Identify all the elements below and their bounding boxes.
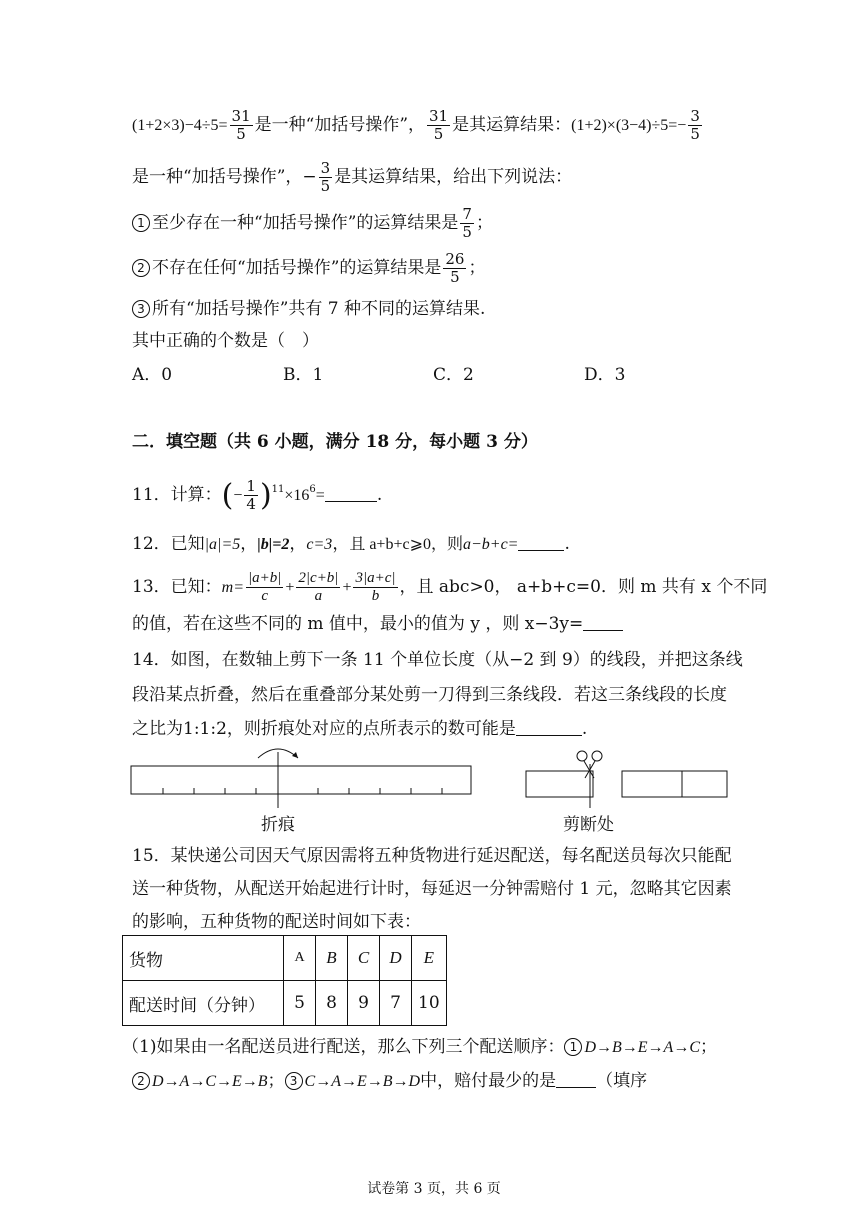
question-prompt: 其中正确的个数是（ ） [132, 331, 319, 351]
strip-cut-right [622, 771, 727, 797]
q15-line-3: 的影响，五种货物的配送时间如下表： [132, 912, 421, 932]
label-fold: 折痕 [261, 815, 295, 835]
statement-2: 2 不存在任何“加括号操作”的运算结果是 $\frac{26}{5}$ ； [132, 251, 485, 286]
statement-1: 1 至少存在一种“加括号操作”的运算结果是 $\frac{7}{5}$ ； [132, 206, 493, 241]
fraction-term-3: $\frac{3|a+c|}{b}$ [355, 570, 396, 604]
order-3: C→A→E→B→D [304, 1073, 421, 1090]
answer-blank[interactable] [518, 534, 564, 551]
number-line-figure [0, 740, 868, 840]
q15-line-2: 送一种货物，从配送开始起进行计时，每延迟一分钟需赔付 1 元，忽略其它因素 [132, 879, 732, 899]
fraction-31-5: $\frac{31}{5}$ [231, 107, 251, 143]
table-cell: 5 [284, 981, 316, 1026]
table-cell: A [284, 936, 316, 981]
table-cell: 7 [380, 981, 412, 1026]
fraction-term-2: $\frac{2|c+b|}{a}$ [298, 570, 339, 604]
intro-line-2: 是一种“加括号操作”，− $\frac{3}{5}$ 是其运算结果，给出下列说法： [132, 159, 573, 195]
fraction-3-5: $\frac{3}{5}$ [690, 107, 700, 143]
answer-blank[interactable] [583, 614, 623, 631]
expr-1: (1+2×3)−4÷5= [132, 117, 228, 134]
intro-line-1: (1+2×3)−4÷5= $\frac{31}{5}$ 是一种“加括号操作”， $\frac{31}{5}$ 是其运算结果：(1+2)×(3−4)÷5=− $\frac{3}{5}$ [132, 107, 700, 143]
fraction-26-5: $\frac{26}{5}$ [445, 250, 465, 286]
q15-sub1-line-2: 2 D→A→C→E→B； 3 C→A→E→B→D中，赔付最少的是 （填序 [132, 1069, 647, 1094]
q14-line-1: 14．如图，在数轴上剪下一条 11 个单位长度（从−2 到 9）的线段，并把这条线 [132, 650, 743, 670]
answer-blank[interactable] [516, 719, 582, 736]
strip-cut-left [526, 771, 593, 797]
table-cell: C [348, 936, 380, 981]
delivery-table [122, 935, 447, 1026]
fraction-31-5-b: $\frac{31}{5}$ [429, 107, 449, 143]
table-cell: B [316, 936, 348, 981]
page-footer: 试卷第 3 页，共 6 页 [367, 1181, 501, 1197]
label-cut: 剪断处 [563, 815, 614, 835]
option-a: A．0 [132, 365, 173, 385]
circled-number: 1 [132, 214, 150, 232]
q13: 13．已知：m= $\frac{|a+b|}{c}$ + $\frac{2|c+b|}{a}$ + $\frac{3|a+c|}{b}$ ，且 abc>0， a+b+c=0．则 m 共有 x 个不同 [132, 570, 768, 604]
tick-marks [163, 788, 442, 794]
answer-blank[interactable] [325, 485, 377, 502]
option-c: C．2 [433, 365, 474, 385]
circled-number: 3 [132, 300, 150, 318]
table-row-label: 配送时间（分钟） [123, 981, 284, 1026]
q14-line-2: 段沿某点折叠，然后在重叠部分某处剪一刀得到三条线段．若这三条线段的长度 [132, 685, 727, 705]
table-cell: 10 [412, 981, 447, 1026]
statement-3: 3 所有“加括号操作”共有 7 种不同的运算结果. [132, 297, 485, 321]
table-cell: 9 [348, 981, 380, 1026]
section-heading: 二．填空题（共 6 小题，满分 18 分，每小题 3 分） [132, 432, 538, 452]
q14-line-3: 之比为1:1:2，则折痕处对应的点所表示的数可能是 . [132, 719, 588, 739]
table-cell: 8 [316, 981, 348, 1026]
q12: 12．已知|a|=5，|b|=2，c=3，且 a+b+c⩾0，则a−b+c= . [132, 534, 570, 554]
strip-left [131, 766, 471, 794]
circled-number: 2 [132, 259, 150, 277]
q13-line-2: 的值，若在这些不同的 m 值中，最小的值为 y ，则 x−3y= [132, 612, 623, 636]
expr-2: (1+2)×(3−4)÷5=− [571, 117, 687, 134]
fraction-1-4: $\frac{1}{4}$ [246, 477, 256, 513]
option-d: D．3 [584, 365, 626, 385]
order-1: D→B→E→A→C [584, 1039, 700, 1056]
table-row [123, 981, 447, 1026]
q15-sub1-line-1: （1)如果由一名配送员进行配送，那么下列三个配送顺序： 1 D→B→E→A→C； [122, 1037, 717, 1057]
q15-line-1: 15．某快递公司因天气原因需将五种货物进行延迟配送，每名配送员每次只能配 [132, 846, 732, 866]
answer-blank[interactable] [556, 1071, 596, 1088]
option-b: B．1 [283, 365, 324, 385]
fraction-neg-3-5: $\frac{3}{5}$ [320, 159, 331, 195]
table-row [123, 936, 447, 981]
q11: 11．计算：(− $\frac{1}{4}$ )$^{11}\times 16^6=$ . [132, 477, 383, 513]
table-cell: E [412, 936, 447, 981]
fraction-term-1: $\frac{|a+b|}{c}$ [248, 570, 282, 604]
table-header-label: 货物 [123, 936, 284, 981]
order-2: D→A→C→E→B [152, 1073, 268, 1090]
fraction-7-5: $\frac{7}{5}$ [462, 205, 472, 241]
table-cell: D [380, 936, 412, 981]
